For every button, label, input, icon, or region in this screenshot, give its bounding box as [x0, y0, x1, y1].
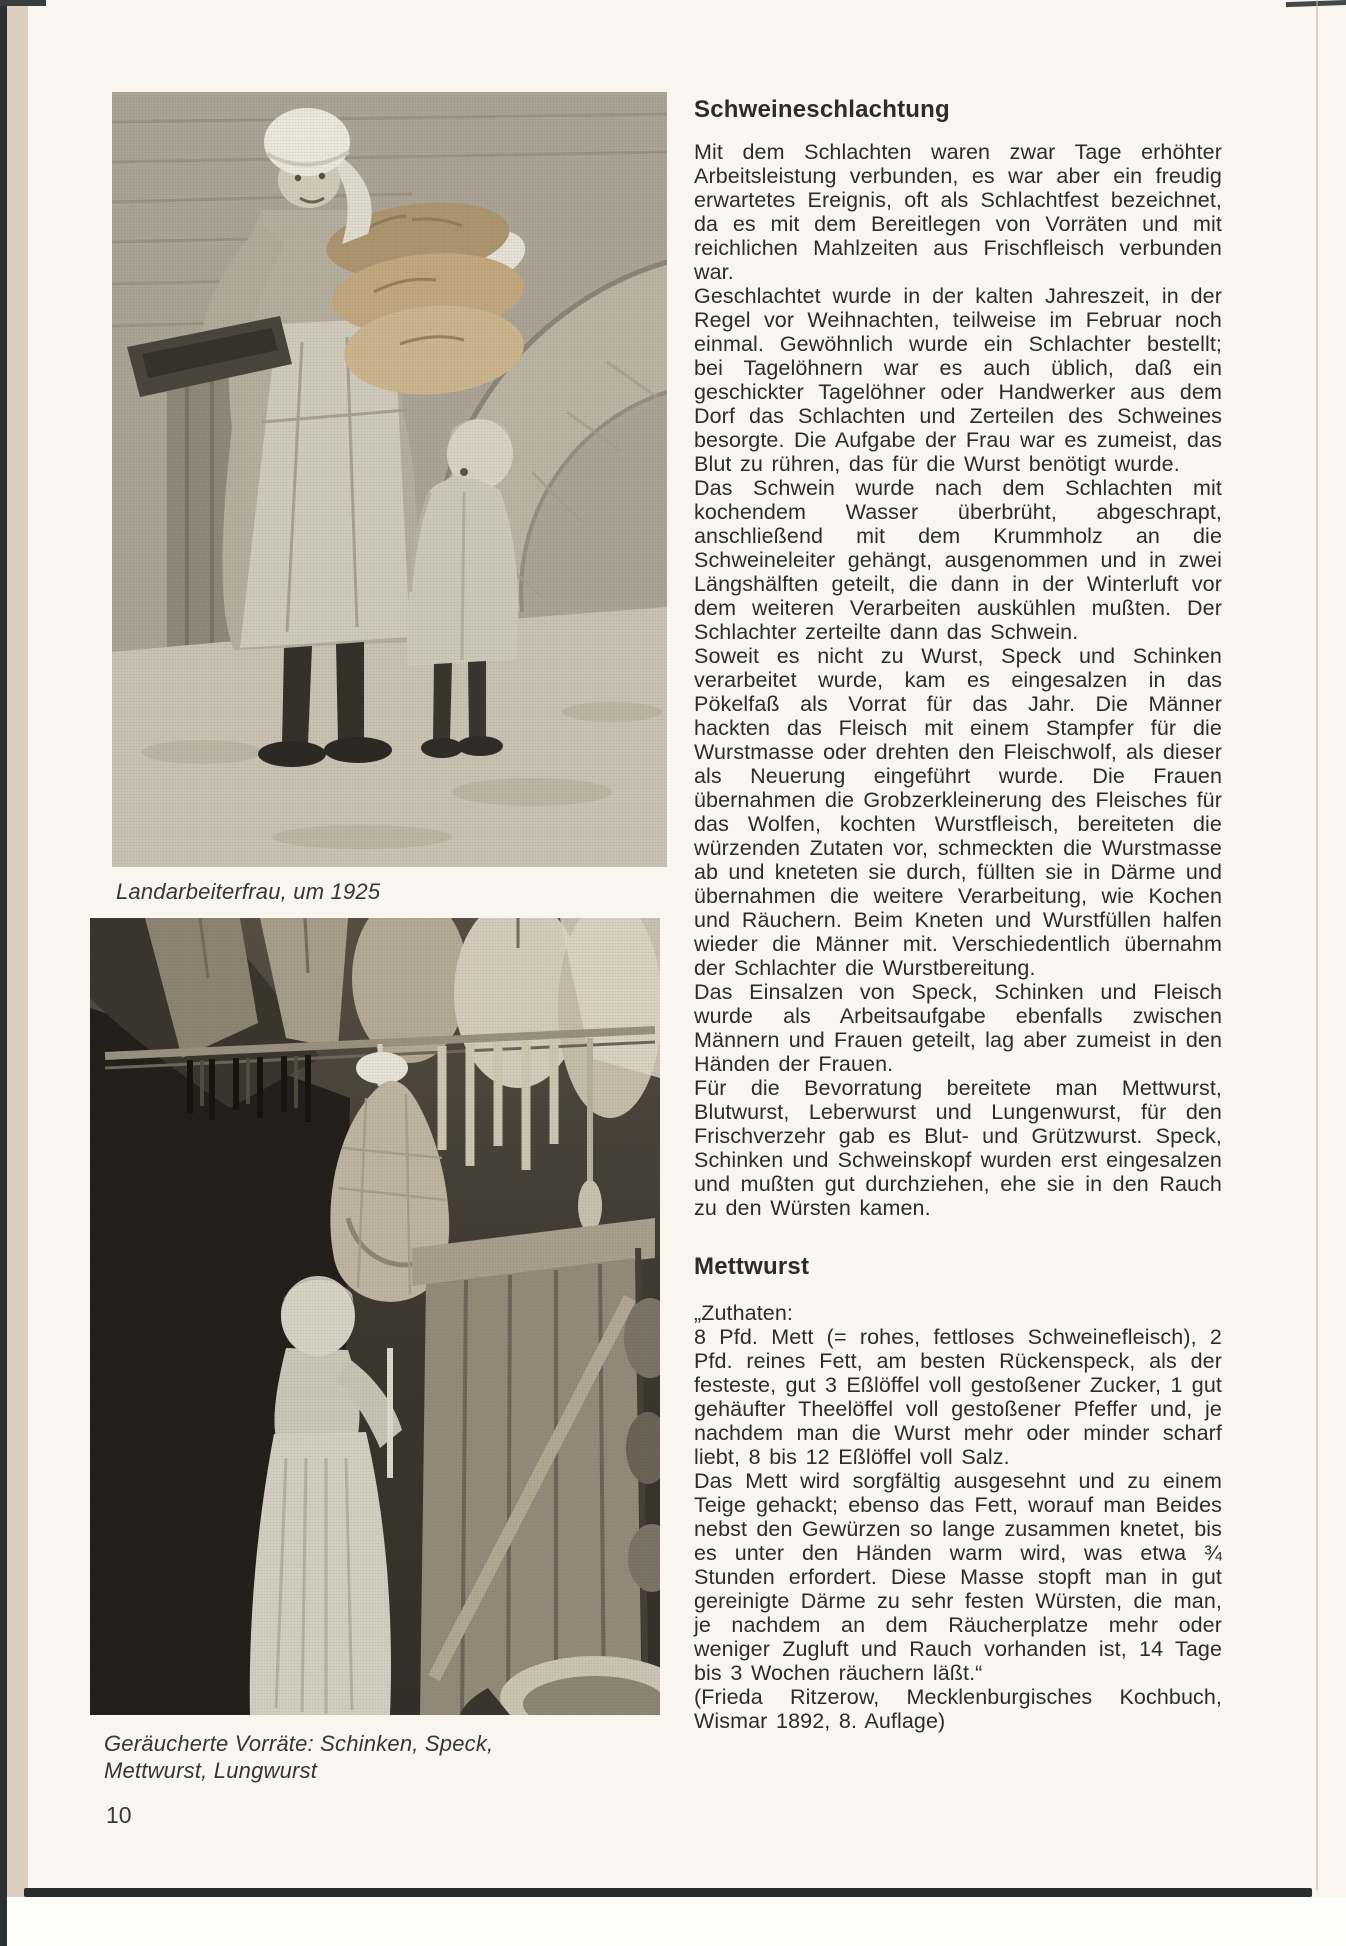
paragraph: Das Schwein wurde nach dem Schlachten mit kochendem Wasser überbrüht, abgeschrapt, anschließend mit dem Krummholz an die Schweineleiter gehängt, ausgenommen und in zwei Längshälften geteilt, die dann in der Winterluft vor dem weiteren Verarbeiten auskühlen mußten. Der Schlachter zerteilte dann das Schwein.: [694, 476, 1222, 644]
section-heading-schweineschlachtung: Schweineschlachtung: [694, 96, 950, 123]
paragraph: Soweit es nicht zu Wurst, Speck und Schinken verarbeitet wurde, kam es eingesalzen in das Pökelfaß als Vorrat für das Jahr. Die Männer hackten das Fleisch mit einem Stampfer für die Wurstmasse oder drehten den Fleischwolf, als dieser als Neuerung eingeführt wurde. Die Frauen übernahmen die Grobzerkleinerung des Fleisches für das Wolfen, kochten Wurstfleisch, bereiteten die würzenden Zutaten vor, schmeckten die Wurstmasse ab und kneteten sie durch, füllten sie in Därme und übernahmen die weitere Verarbeitung, wie Kochen und Räuchern. Beim Kneten und Wurstfüllen halfen wieder die Männer mit. Verschiedentlich übernahm der Schlachter die Wurstbereitung.: [694, 644, 1222, 980]
wooden-door: [412, 1218, 655, 1715]
photo-caption: Landarbeiterfrau, um 1925: [116, 879, 381, 904]
recipe-ingredients: 8 Pfd. Mett (= rohes, fettloses Schweinefleisch), 2 Pfd. reines Fett, am besten Rückenspeck, als der festeste, gut 3 Eßlöffel voll gestoßener Zucker, 1 gut gehäufter Theelöffel voll gestoßener Pfeffer und, je nachdem man die Wurst mehr oder minder scharf liebt, 8 bis 12 Eßlöffel voll Salz.: [694, 1325, 1222, 1469]
page-bottom-edge: [24, 1888, 1312, 1897]
page-number: 10: [106, 1802, 132, 1828]
photo-landarbeiterfrau: [112, 92, 667, 867]
photo-smokehouse-illustration: [90, 918, 660, 1715]
photo-caption: Geräucherte Vorräte: Schinken, Speck, Mettwurst, Lungwurst: [104, 1731, 494, 1783]
recipe-line: „Zuthaten:: [694, 1301, 793, 1325]
page-right-edge: [1316, 0, 1318, 1890]
photo-smokehouse: [90, 918, 660, 1715]
paragraph: Mit dem Schlachten waren zwar Tage erhöhter Arbeitsleistung verbunden, es war aber ein freudig erwartetes Ereignis, oft als Schlachtfest bezeichnet, da es mit dem Bereitlegen von Vorräten und mit reichlichen Mahlzeiten aus Frischfleisch verbunden war.: [694, 140, 1222, 284]
photo-landarbeiterfrau-illustration: [112, 92, 667, 867]
recipe-instructions: Das Mett wird sorgfältig ausgesehnt und zu einem Teige gehackt; ebenso das Fett, worauf man Beides nebst den Gewürzen so lange zusammen knetet, bis es unter den Händen warm wird, was etwa ¾ Stunden erfordert. Diese Masse stopft man in gut gereinigte Därme zu sehr festen Würsten, die man, je nachdem an dem Räucherplatze mehr oder weniger Zugluft und Rauch vorhanden ist, 14 Tage bis 3 Wochen räuchern läßt.“: [694, 1469, 1222, 1685]
scan-edge-top-left: [0, 0, 46, 6]
paragraph: Geschlachtet wurde in der kalten Jahreszeit, in der Regel vor Weihnachten, teilweise im Februar noch einmal. Gewöhnlich wurde ein Schlachter bestellt; bei Tagelöhnern war es auch üblich, daß ein geschickter Tagelöhner oder Handwerker aus dem Dorf das Schlachten und Zerteilen des Schweines besorgte. Die Aufgabe der Frau war es zumeist, das Blut zu rühren, das für die Wurst benötigt wurde.: [694, 284, 1222, 476]
recipe-source: (Frieda Ritzerow, Mecklenburgisches Kochbuch, Wismar 1892, 8. Auflage): [694, 1685, 1222, 1733]
page-edge-cream: [7, 0, 28, 1946]
text-column: [694, 96, 1222, 1733]
scan-edge-left-dark: [0, 0, 7, 1946]
paragraph: Für die Bevorratung bereitete man Mettwurst, Blutwurst, Leberwurst und Lungenwurst, für den Frischverzehr gab es Blut- und Grützwurst. Speck, Schinken und Schweinskopf wurden erst eingesalzen und mußten gut durchziehen, ehe sie in den Rauch zu den Würsten kamen.: [694, 1076, 1222, 1220]
next-page-sliver: [7, 1897, 1346, 1946]
paragraph: Das Einsalzen von Speck, Schinken und Fleisch wurde als Arbeitsaufgabe ebenfalls zwischen Männern und Frauen geteilt, lag aber zumeist in den Händen der Frauen.: [694, 980, 1222, 1076]
section-heading-mettwurst: Mettwurst: [694, 1253, 810, 1280]
